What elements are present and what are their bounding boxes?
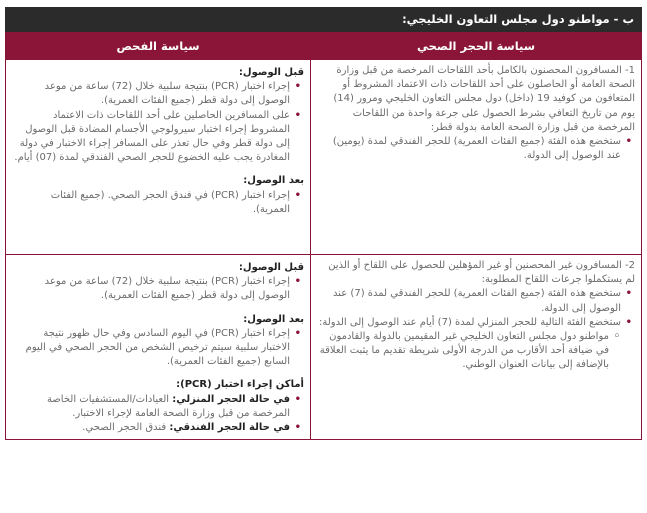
- row1-testing-cell: [6, 60, 311, 255]
- list-item: • ستخضع الفئة التالية للحجر المنزلي لمدة (7) أيام عند الوصول إلى الدولة:: [317, 316, 621, 330]
- row2-quarantine-text: 2- المسافرون غير المحصنين أو غير المؤهلين للحصول على اللقاح أو الذين لم يستكملوا جرعات اللقاح المطلوبة:: [328, 260, 635, 286]
- after-arrival-label: بعد الوصول:: [243, 313, 304, 325]
- list-item: • إجراء اختبار (PCR) بنتيجة سلبية خلال (72) ساعة من موعد الوصول إلى دولة قطر (جميع الفئات العمرية).: [12, 80, 290, 108]
- policy-table: [5, 32, 642, 440]
- list-item: • ستخضع هذه الفئة (جميع الفئات العمرية) للحجر الفندقي لمدة (يومين) عند الوصول إلى الدولة.: [317, 135, 621, 163]
- list-item: [12, 393, 290, 421]
- pcr-places-label: أماكن إجراء اختبار (PCR):: [176, 379, 304, 391]
- before-arrival-label: قبل الوصول:: [238, 67, 304, 78]
- row2-quarantine-sublist: [317, 330, 625, 373]
- list-item: [12, 421, 290, 435]
- section-title: ب - مواطنو دول مجلس التعاون الخليجي:: [5, 7, 642, 32]
- row1-quarantine-text: 1- المسافرون المحصنون بالكامل بأحد اللقاحات المرخصة من قبل وزارة الصحة العامة أو الحاصلون على أحد اللقاحات ذات الاعتماد المشروط أو المتعافون من كوفيد 19 (داخل) دول مجلس التعاون الخليجي ومرور (14) يوم من تاريخ التعافي بشرط الحصول على جرعة واحدة من اللقاحات المرخصة من قبل وزارة الصحة العامة بدولة قطر:: [333, 65, 635, 133]
- before-arrival-label: قبل الوصول:: [238, 262, 304, 273]
- row2-places-list: [12, 393, 304, 436]
- row1-before-list: [12, 80, 304, 165]
- row2-quarantine-list: [317, 287, 635, 330]
- list-item: • ستخضع هذه الفئة (جميع الفئات العمرية) للحجر الفندقي لمدة (7) عند الوصول إلى الدولة.: [317, 287, 621, 315]
- row2-quarantine-cell: [311, 255, 642, 440]
- row1-after-list: [12, 189, 304, 217]
- row1-quarantine-list: [317, 135, 635, 163]
- row2-after-list: [12, 327, 304, 370]
- header-quarantine-policy: سياسة الحجر الصحي: [311, 33, 642, 60]
- list-item: • على المسافرين الحاصلين على أحد اللقاحات ذات الاعتماد المشروط إجراء اختبار سيرولوجي الأجسام المضادة قبل الوصول إلى دولة قطر وفي حال تعذر على المسافر إجراء الاختبار في دولة المغادرة يجب عليه الخضوع للحجر الصحي الفندقي لمدة (07) أيام.: [12, 109, 290, 166]
- table-row: [6, 255, 642, 440]
- list-item: • إجراء اختبار (PCR) في فندق الحجر الصحي. (جميع الفئات العمرية).: [12, 189, 290, 217]
- row2-before-list: [12, 275, 304, 303]
- after-arrival-label: بعد الوصول:: [243, 175, 304, 187]
- row2-testing-cell: [6, 255, 311, 440]
- header-testing-policy: سياسة الفحص: [6, 33, 311, 60]
- table-row: [6, 60, 642, 255]
- list-item: • إجراء اختبار (PCR) في اليوم السادس وفي حال ظهور نتيجة الاختبار سلبية سيتم ترخيص الشخص من الحجر الصحي في اليوم السابع (جميع الفئات العمرية).: [12, 327, 290, 370]
- home-quarantine-text: العيادات/المستشفيات الخاصة المرخصة من قبل وزارة الصحة العامة لإجراء الاختبار.: [46, 393, 290, 419]
- table-header-row: [6, 33, 642, 60]
- policy-table-container: [5, 7, 642, 440]
- list-item: ◦ مواطنو دول مجلس التعاون الخليجي غير المقيمين بالدولة والقادمون في ضيافة أحد الأقارب من الدرجة الأولى شريطة تقديم ما يثبت العلاقة بالإضافة إلى بيانات العنوان الوطني.: [317, 330, 609, 373]
- hotel-quarantine-label: في حالة الحجر الفندقي:: [169, 422, 290, 434]
- row1-quarantine-cell: [311, 60, 642, 255]
- hotel-quarantine-text: فندق الحجر الصحي.: [82, 422, 167, 434]
- list-item: • إجراء اختبار (PCR) بنتيجة سلبية خلال (72) ساعة من موعد الوصول إلى دولة قطر (جميع الفئات العمرية).: [12, 275, 290, 303]
- home-quarantine-label: في حالة الحجر المنزلي:: [172, 393, 290, 405]
